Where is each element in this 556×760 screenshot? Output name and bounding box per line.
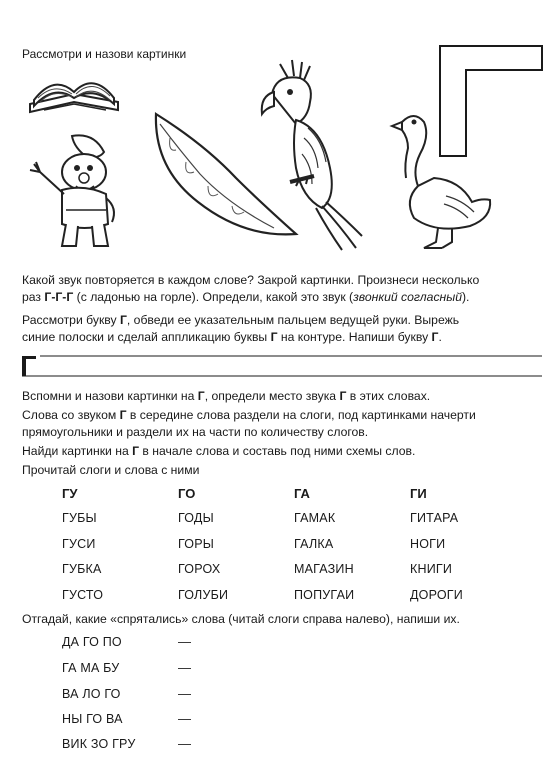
text-fragment: . (438, 330, 442, 344)
paragraph-line (22, 289, 542, 306)
table-cell: ГУБКА (62, 562, 102, 576)
bold-letter: Г (339, 389, 347, 403)
paragraph-line: прямоугольники и раздели их на части по количеству слогов. (22, 425, 369, 439)
gnome-icon (22, 128, 126, 252)
hidden-word-syllables: ВИК ЗО ГРУ (62, 737, 136, 751)
answer-dash[interactable]: — (178, 711, 191, 726)
bold-letter: Г (431, 330, 439, 344)
table-cell: КНИГИ (410, 562, 453, 576)
table-cell: ГАМАК (294, 511, 336, 525)
bold-letter: Г (119, 313, 127, 327)
italic-term: звонкий согласный (353, 290, 462, 304)
table-cell: ГУСИ (62, 537, 96, 551)
answer-dash[interactable]: — (178, 634, 191, 649)
table-cell: ГОЛУБИ (178, 588, 229, 602)
paragraph-letter-instructions (22, 312, 542, 346)
bold-letter: Г (132, 444, 140, 458)
text-fragment: , обведи ее указательным пальцем ведущей руки. Вырежь (126, 313, 460, 327)
bold-letter: Г (119, 408, 127, 422)
text-fragment: синие полоски и сделай аппликацию буквы (22, 330, 271, 344)
table-cell: ПОПУГАИ (294, 588, 355, 602)
table-cell: ГОДЫ (178, 511, 214, 525)
text-fragment: ). (462, 290, 470, 304)
text-fragment: в этих словах. (346, 389, 431, 403)
paragraph-sound-question (22, 272, 542, 306)
big-letter-outline (436, 42, 546, 160)
hidden-word-syllables: ДА ГО ПО (62, 635, 122, 649)
text-fragment: Найди картинки на (22, 444, 133, 458)
answer-dash[interactable]: — (178, 736, 191, 751)
paragraph-schemes (22, 443, 542, 460)
table-cell: НОГИ (410, 537, 446, 551)
table-cell: ГОРЫ (178, 537, 214, 551)
table-cell: ГУСТО (62, 588, 104, 602)
text-fragment: Слова со звуком (22, 408, 120, 422)
book-icon (24, 64, 124, 126)
table-header: ГУ (62, 486, 78, 501)
text-fragment: , определи место звука (204, 389, 340, 403)
answer-dash[interactable]: — (178, 686, 191, 701)
paragraph-line (22, 329, 542, 346)
text-fragment: Рассмотри букву (22, 313, 120, 327)
paragraph-line: Какой звук повторяется в каждом слове? Закрой картинки. Произнеси несколько (22, 273, 480, 287)
paragraph-line (22, 312, 542, 329)
table-header: ГИ (410, 486, 427, 501)
text-fragment: (с ладонью на горле). Определи, какой это звук ( (73, 290, 354, 304)
parrot-icon (252, 58, 364, 252)
table-cell: ГАЛКА (294, 537, 334, 551)
paragraph-read-syllables: Прочитай слоги и слова с ними (22, 463, 200, 477)
paragraph-line (22, 407, 542, 424)
hidden-word-syllables: НЫ ГО ВА (62, 712, 123, 726)
hidden-word-syllables: ВА ЛО ГО (62, 687, 121, 701)
paragraph-syllables (22, 407, 542, 441)
table-cell: МАГАЗИН (294, 562, 354, 576)
answer-dash[interactable]: — (178, 660, 191, 675)
text-fragment: Вспомни и назови картинки на (22, 389, 198, 403)
text-fragment: раз (22, 290, 45, 304)
table-header: ГО (178, 486, 196, 501)
text-fragment: в середине слова раздели на слоги, под картинками начерти (126, 408, 476, 422)
hidden-word-syllables: ГА МА БУ (62, 661, 120, 675)
table-cell: ГОРОХ (178, 562, 221, 576)
bold-letters: Г-Г-Г (44, 290, 74, 304)
bold-letter: Г (270, 330, 278, 344)
table-cell: ГИТАРА (410, 511, 459, 525)
paragraph-name-pictures (22, 388, 542, 405)
table-cell: ДОРОГИ (410, 588, 463, 602)
bold-letter: Г (197, 389, 205, 403)
table-cell: ГУБЫ (62, 511, 97, 525)
writing-line[interactable] (22, 355, 542, 377)
text-fragment: в начале слова и составь под ними схемы слов. (139, 444, 416, 458)
text-fragment: на контуре. Напиши букву (277, 330, 432, 344)
paragraph-hidden-words: Отгадай, какие «спрятались» слова (читай слоги справа налево), напиши их. (22, 612, 460, 626)
intro-text: Рассмотри и назови картинки (22, 47, 187, 61)
table-header: ГА (294, 486, 310, 501)
